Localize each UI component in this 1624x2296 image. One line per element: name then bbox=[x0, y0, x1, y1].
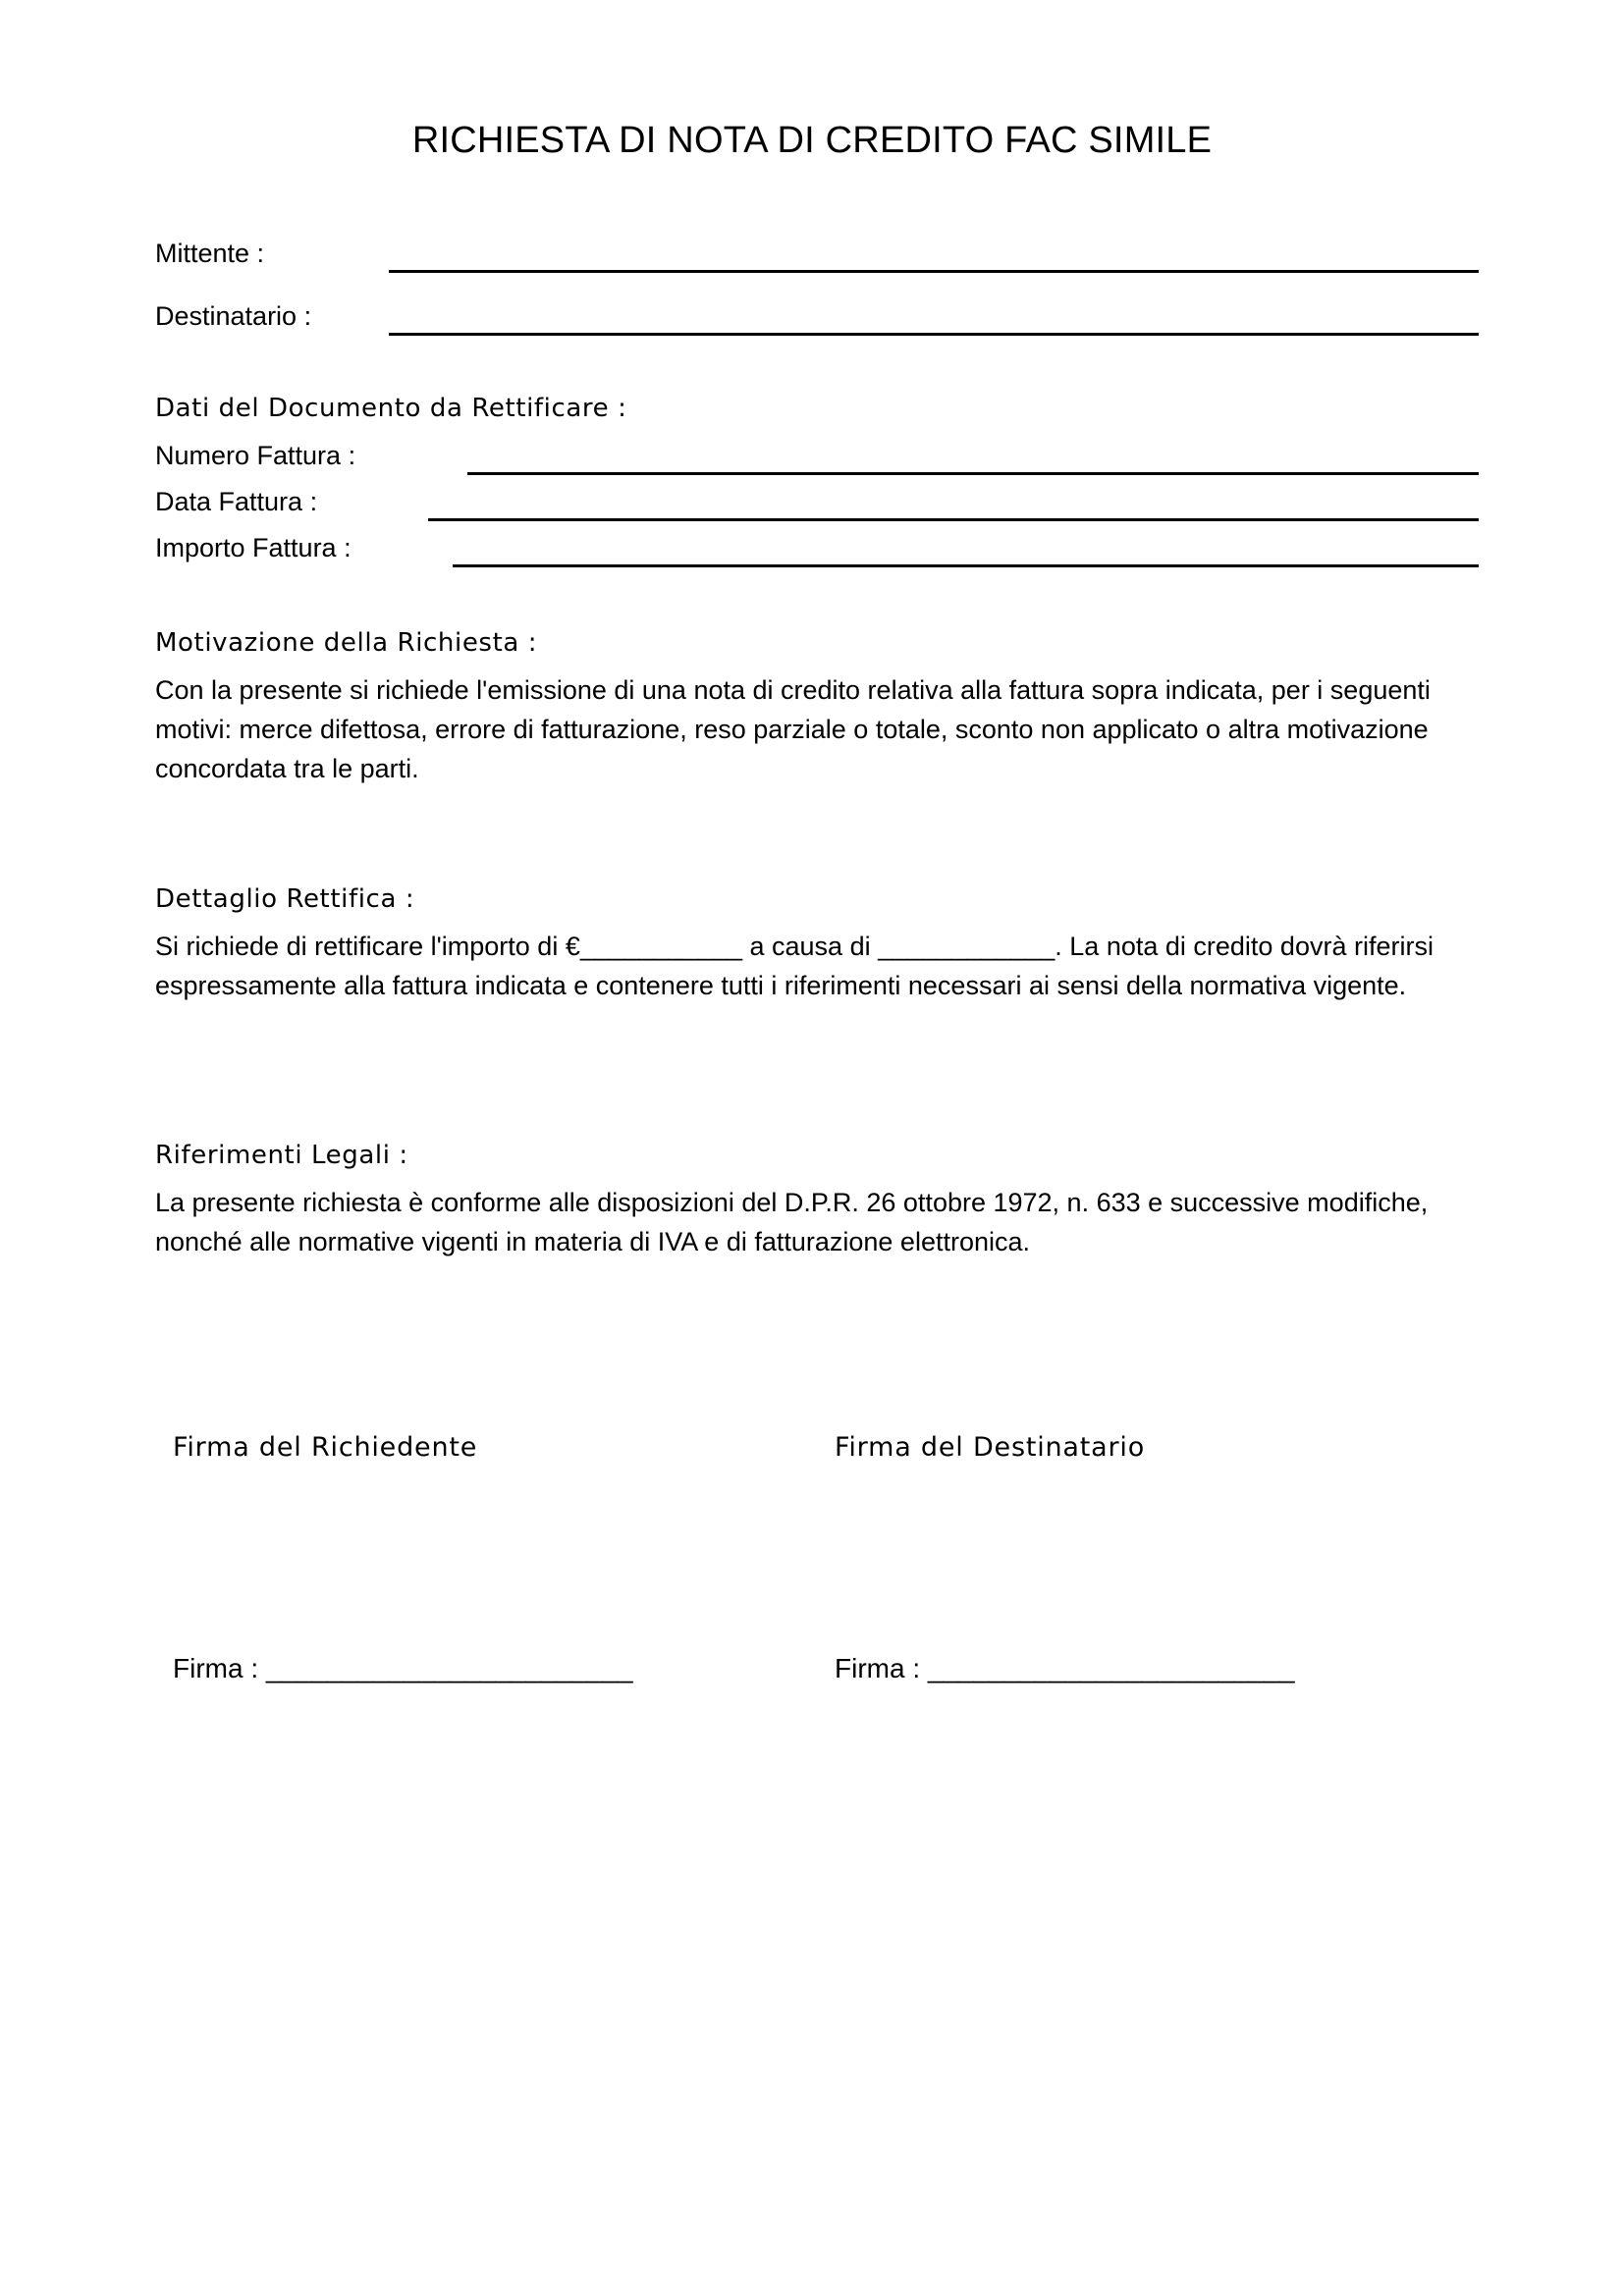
invoice-date-label: Data Fattura : bbox=[155, 487, 318, 516]
reason-text: Con la presente si richiede l'emissione di una nota di credito relativa alla fattura sopra indicata, per i seguenti motivi: merce difettosa, errore di fatturazione, reso parziale o totale, sconto non applicato o altra motivazione concordata tra le parti. bbox=[155, 675, 1431, 783]
sender-field[interactable] bbox=[389, 270, 1479, 273]
sender-label: Mittente : bbox=[155, 239, 265, 268]
requester-signature-heading: Firma del Richiedente bbox=[173, 1432, 478, 1463]
recipient-label: Destinatario : bbox=[155, 301, 312, 331]
invoice-amount-field[interactable] bbox=[453, 564, 1479, 567]
recipient-signature-field[interactable]: Firma : ________________________ bbox=[835, 1653, 1295, 1683]
legal-heading: Riferimenti Legali : bbox=[155, 1141, 408, 1170]
legal-text: La presente richiesta è conforme alle disposizioni del D.P.R. 26 ottobre 1972, n. 633 e successive modifiche, nonché alle normative vigenti in materia di IVA e di fatturazione elettronica. bbox=[155, 1188, 1429, 1256]
recipient-field[interactable] bbox=[389, 333, 1479, 336]
invoice-date-field[interactable] bbox=[428, 518, 1479, 521]
recipient-signature-heading: Firma del Destinatario bbox=[835, 1432, 1146, 1463]
requester-signature-field[interactable]: Firma : ________________________ bbox=[173, 1653, 633, 1683]
invoice-number-field[interactable] bbox=[467, 472, 1479, 475]
invoice-number-label: Numero Fattura : bbox=[155, 441, 356, 470]
document-title: RICHIESTA DI NOTA DI CREDITO FAC SIMILE bbox=[411, 120, 1213, 161]
invoice-amount-label: Importo Fattura : bbox=[155, 533, 352, 562]
correction-text: Si richiede di rettificare l'importo di €___________ a causa di ____________. La nota di credito dovrà riferirsi espressamente alla fattura indicata e contenere tutti i riferimenti necessari ai sensi della normativa vigente. bbox=[155, 932, 1434, 1000]
correction-heading: Dettaglio Rettifica : bbox=[155, 884, 415, 914]
invoice-section-heading: Dati del Documento da Rettificare : bbox=[155, 394, 627, 423]
reason-heading: Motivazione della Richiesta : bbox=[155, 628, 538, 658]
